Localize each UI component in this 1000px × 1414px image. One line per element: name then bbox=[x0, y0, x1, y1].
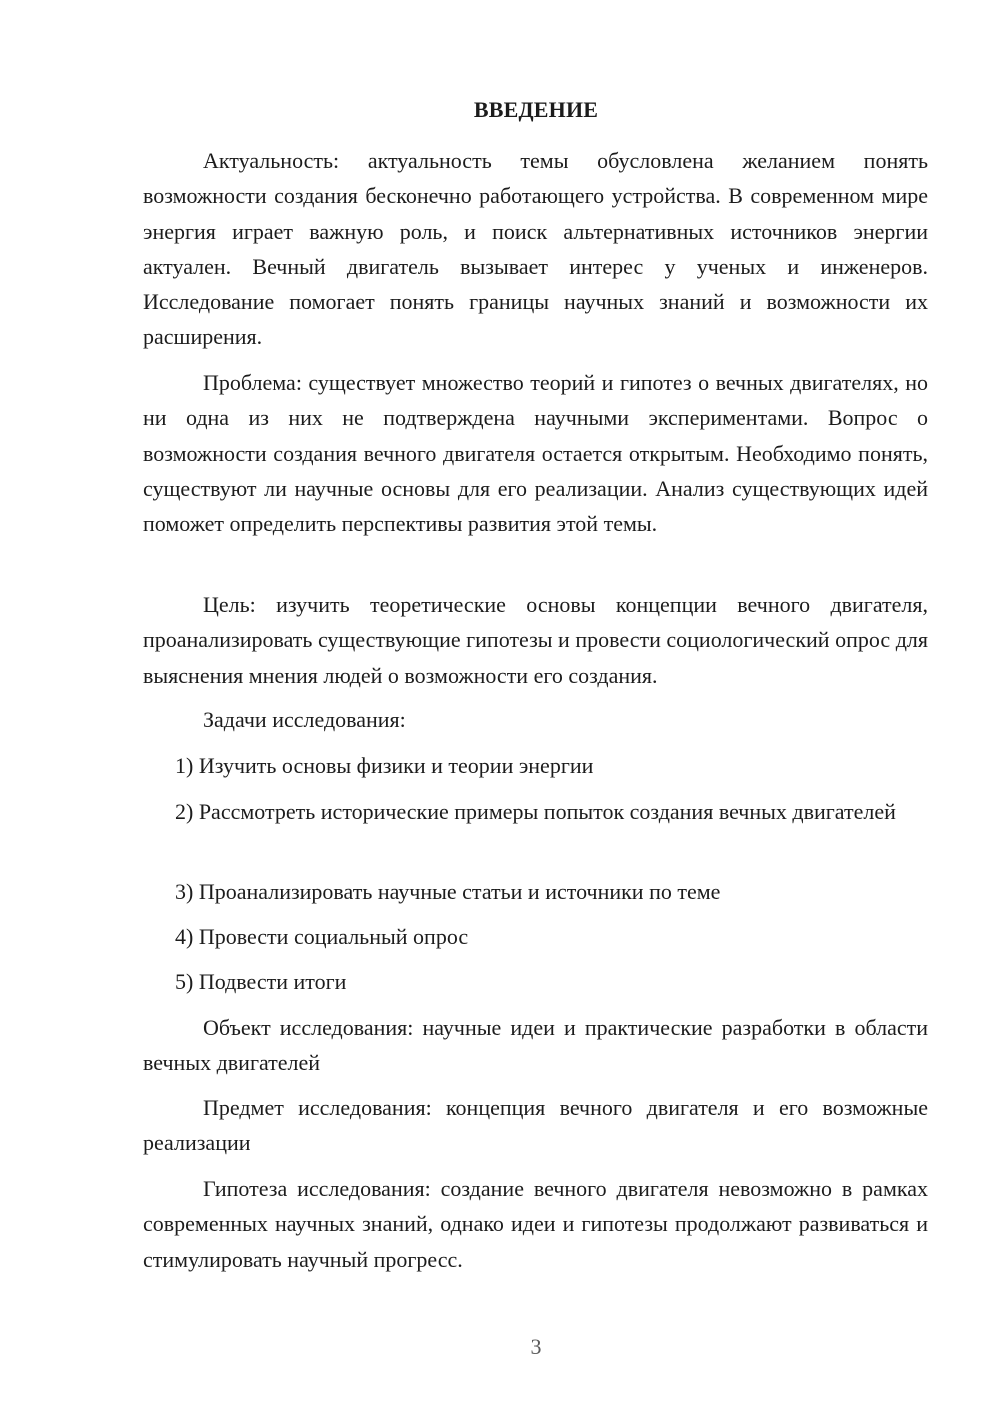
tasks-heading-block bbox=[143, 702, 928, 737]
task-item-block-1 bbox=[143, 748, 928, 783]
hypothesis-paragraph: Гипотеза исследования: создание вечного двигателя невозможно в рамках современных научных знаний, однако идеи и гипотезы продолжают развиваться и стимулировать научный прогресс. bbox=[143, 1176, 928, 1272]
task-item: 3) Проанализировать научные статьи и источники по теме bbox=[175, 879, 721, 904]
page-number: 3 bbox=[530, 1334, 542, 1359]
subject-paragraph-block bbox=[143, 1090, 928, 1161]
relevance-paragraph-block bbox=[143, 143, 928, 355]
tasks-heading: Задачи исследования: bbox=[203, 707, 406, 732]
task-item: 2) Рассмотреть исторические примеры попыток создания вечных двигателей bbox=[175, 799, 896, 824]
task-item-block-5 bbox=[143, 964, 928, 999]
problem-paragraph-block bbox=[143, 365, 928, 541]
task-item-block-2 bbox=[143, 794, 928, 829]
problem-paragraph: Проблема: существует множество теорий и гипотез о вечных двигателях, но ни одна из них не подтверждена научными экспериментами. Вопрос о возможности создания вечного двигателя остается открытым. Необходимо понять, существуют ли научные основы для его реализации. Анализ существующих идей поможет определить перспективы развития этой темы. bbox=[143, 370, 928, 537]
task-item-block-3 bbox=[143, 874, 928, 909]
subject-paragraph: Предмет исследования: концепция вечного двигателя и его возможные реализации bbox=[143, 1095, 928, 1156]
section-heading: ВВЕДЕНИЕ bbox=[473, 97, 599, 122]
task-item: 1) Изучить основы физики и теории энергии bbox=[175, 753, 594, 778]
goal-paragraph-block bbox=[143, 587, 928, 693]
task-item-block-4 bbox=[143, 919, 928, 954]
relevance-paragraph: Актуальность: актуальность темы обусловлена желанием понять возможности создания бесконечно работающего устройства. В современном мире энергия играет важную роль, и поиск альтернативных источников энергии актуален. Вечный двигатель вызывает интерес у ученых и инженеров. Исследование помогает понять границы научных знаний и возможности их расширения. bbox=[143, 148, 928, 350]
object-paragraph-block bbox=[143, 1010, 928, 1081]
task-item: 4) Провести социальный опрос bbox=[175, 924, 469, 949]
hypothesis-paragraph-block bbox=[143, 1171, 928, 1277]
task-item: 5) Подвести итоги bbox=[175, 969, 347, 994]
object-paragraph: Объект исследования: научные идеи и практические разработки в области вечных двигателей bbox=[143, 1015, 928, 1076]
goal-paragraph: Цель: изучить теоретические основы концепции вечного двигателя, проанализировать существующие гипотезы и провести социологический опрос для выяснения мнения людей о возможности его создания. bbox=[143, 592, 928, 688]
